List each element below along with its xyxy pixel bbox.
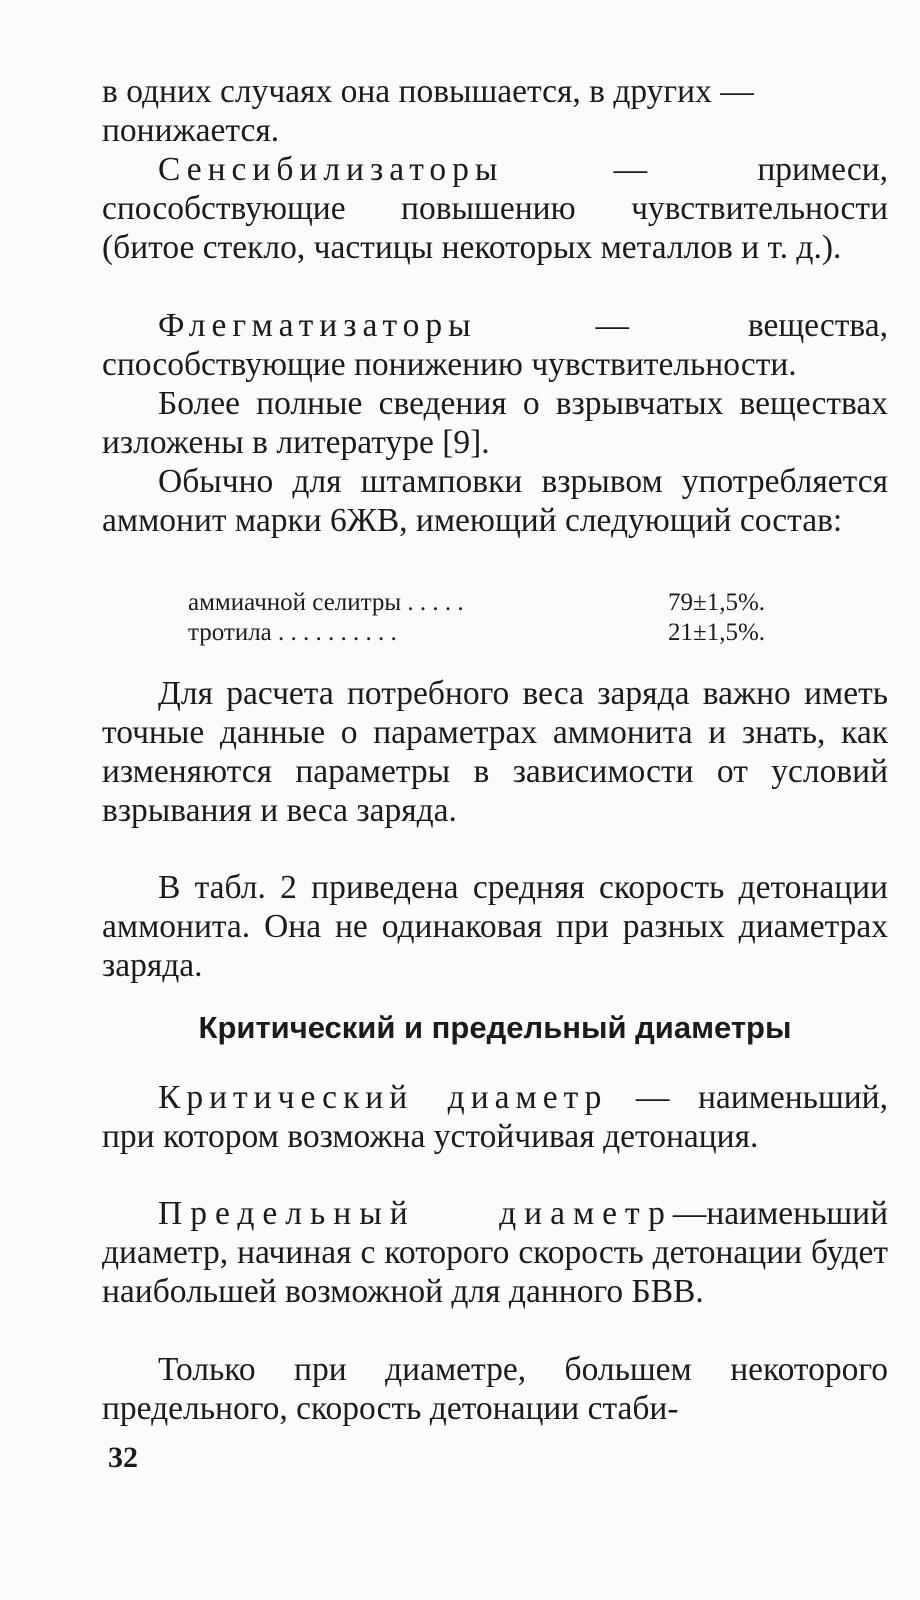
paragraph-ammonite: Обычно для штамповки взрывом употребляется аммонит марки 6ЖВ, имеющий следующий состав: — [102, 463, 888, 539]
paragraph-stabilization: Только при диаметре, большем некоторого предельного, скорость детонации стаби- — [102, 1351, 888, 1427]
paragraph-calculation: Для расчета потребного веса заряда важно иметь точные данные о параметрах аммонита и знать, как изменяются параметры в зависимости от условий взрывания и веса заряда. — [102, 675, 888, 829]
section-heading: Критический и предельный диаметры — [198, 1010, 792, 1045]
component-name: тротила . . . . . . . . . . — [188, 619, 397, 646]
composition-list — [188, 588, 828, 648]
term-phlegmatizers: Флегматизаторы — [158, 307, 477, 344]
definition-phlegmatizers: — вещества, способствующие понижению чувствительности. — [102, 307, 888, 383]
paragraph-continuation — [102, 72, 888, 150]
term-limit-diameter: Предельный диаметр — [158, 1195, 673, 1232]
paragraph-table-ref: В табл. 2 приведена средняя скорость детонации аммонита. Она не одинаковая при разных диаметрах заряда. — [102, 869, 888, 984]
line-1: в одних случаях она повышается, в других — — [102, 73, 754, 110]
paragraph-sensitizers — [102, 150, 888, 267]
composition-row — [188, 618, 828, 648]
composition-row — [188, 588, 828, 618]
paragraph-limit-diameter — [102, 1194, 888, 1311]
definition-sensitizers: — примеси, способствующие повышению чувствительности (битое стекло, частицы некоторых металлов и т. д.). — [102, 151, 888, 266]
paragraph-literature: Более полные сведения о взрывчатых веществах изложены в литературе [9]. — [102, 385, 888, 461]
component-name: аммиачной селитры . . . . . — [188, 589, 464, 616]
term-critical-diameter: Критический диаметр — [158, 1079, 608, 1116]
term-sensitizers: Сенсибилизаторы — [158, 151, 504, 188]
component-value: 79±1,5%. — [668, 589, 766, 616]
definition-critical-diameter: — наименьший, при котором возможна устойчивая детонация. — [102, 1079, 888, 1155]
line-2: понижается. — [102, 112, 280, 149]
component-value: 21±1,5%. — [668, 619, 766, 646]
page-number: 32 — [108, 1441, 138, 1474]
definition-limit-diameter: —наименьший диаметр, начиная с которого скорость детонации будет наибольшей возможной для данного БВВ. — [102, 1195, 888, 1310]
paragraph-phlegmatizers — [102, 306, 888, 384]
paragraph-critical-diameter — [102, 1078, 888, 1156]
